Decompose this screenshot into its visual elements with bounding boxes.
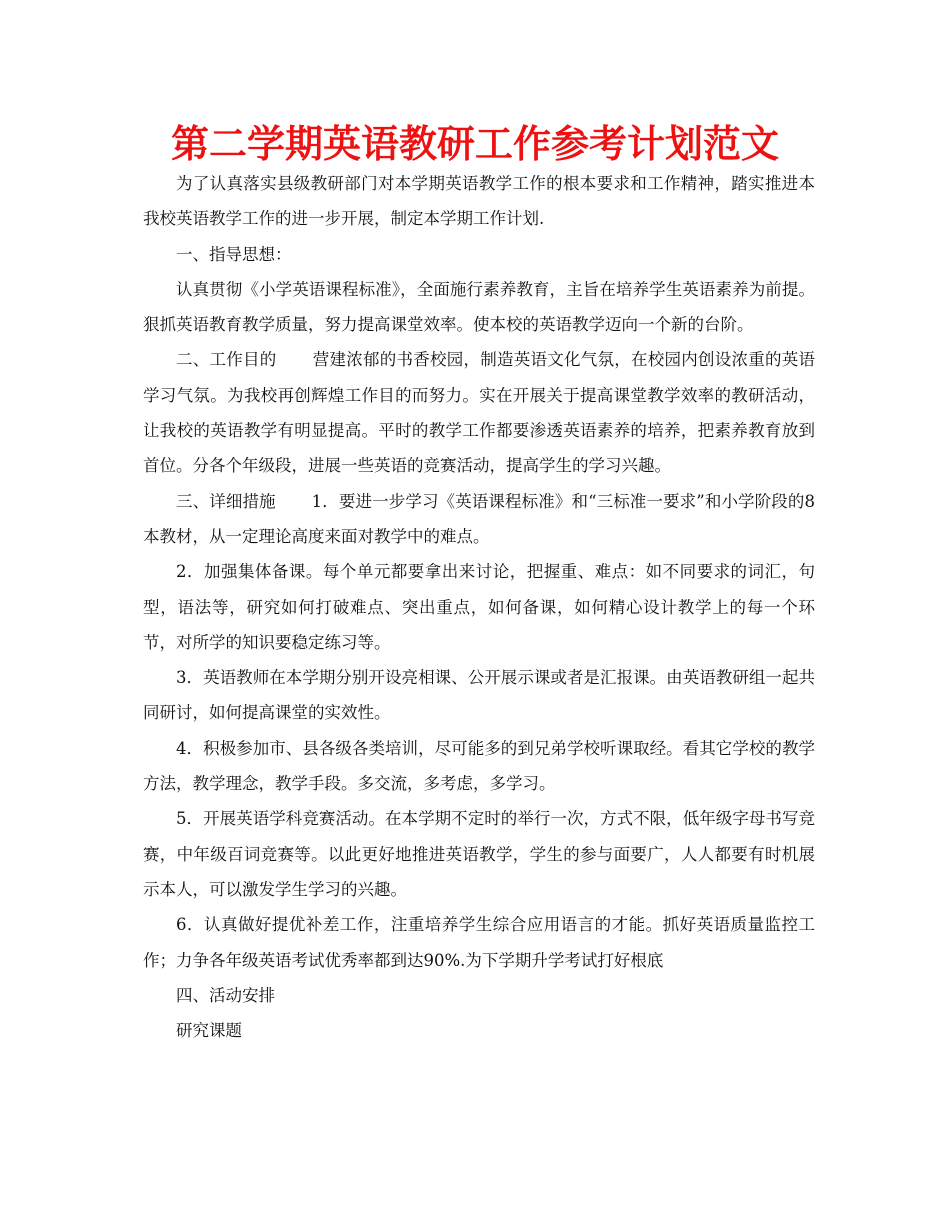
section-heading-activities: 四、活动安排 [176, 985, 275, 1005]
paragraph-measure-5: 5．开展英语学科竞赛活动。在本学期不定时的举行一次，方式不限，低年级字母书写竞赛，中年级百词竞赛等。以此更好地推进英语教学，学生的参与面要广，人人都要有时机展示本人，可以激发学生学习的兴趣。 [143, 809, 815, 899]
paragraph-measure-6: 6．认真做好提优补差工作，注重培养学生综合应用语言的才能。抓好英语质量监控工作；力争各年级英语考试优秀率都到达90%.为下学期升学考试打好根底 [143, 915, 815, 970]
paragraph-measure-3: 3．英语教师在本学期分别开设亮相课、公开展示课或者是汇报课。由英语教研组一起共同研讨，如何提高课堂的实效性。 [143, 668, 815, 723]
document-body [143, 166, 815, 1048]
section-heading-work-goals: 二、工作目的 [176, 350, 277, 370]
paragraph-measure-4: 4．积极参加市、县各级各类培训，尽可能多的到兄弟学校听课取经。看其它学校的教学方法，教学理念，教学手段。多交流，多考虑，多学习。 [143, 738, 815, 794]
paragraph-research-topic: 研究课题 [176, 1021, 242, 1041]
paragraph-measure-2: 2．加强集体备课。每个单元都要拿出来讨论，把握重、难点：如不同要求的词汇，句型，语法等，研究如何打破难点、突出重点，如何备课，如何精心设计教学上的每一个环节，对所学的知识要稳定练习等。 [143, 562, 815, 652]
paragraph-measures [143, 484, 815, 555]
paragraph-intro: 为了认真落实县级教研部门对本学期英语教学工作的根本要求和工作精神，踏实推进本我校英语教学工作的进一步开展，制定本学期工作计划. [143, 174, 815, 229]
document-title: 第二学期英语教研工作参考计划范文 [170, 122, 779, 166]
section-heading-guiding-thought: 一、指导思想： [176, 244, 292, 264]
measure-1-text: 1．要进一步学习《英语课程标准》和“三标准一要求”和小学阶段的8本教材，从一定理论高度来面对教学中的难点。 [143, 491, 815, 546]
work-goals-text: 营建浓郁的书香校园，制造英语文化气氛，在校园内创设浓重的英语学习气氛。为我校再创辉煌工作目的而努力。实在开展关于提高课堂教学效率的教研活动，让我校的英语教学有明显提高。平时的教学工作都要渗透英语素养的培养，把素养教育放到首位。分各个年级段，进展一些英语的竞赛活动，提高学生的学习兴趣。 [143, 350, 815, 476]
paragraph-guiding-thought: 认真贯彻《小学英语课程标准》，全面施行素养教育，主旨在培养学生英语素养为前提。狠抓英语教育教学质量，努力提高课堂效率。使本校的英语教学迈向一个新的台阶。 [143, 279, 815, 335]
paragraph-work-goals [143, 342, 815, 483]
section-heading-measures: 三、详细措施 [176, 491, 276, 511]
